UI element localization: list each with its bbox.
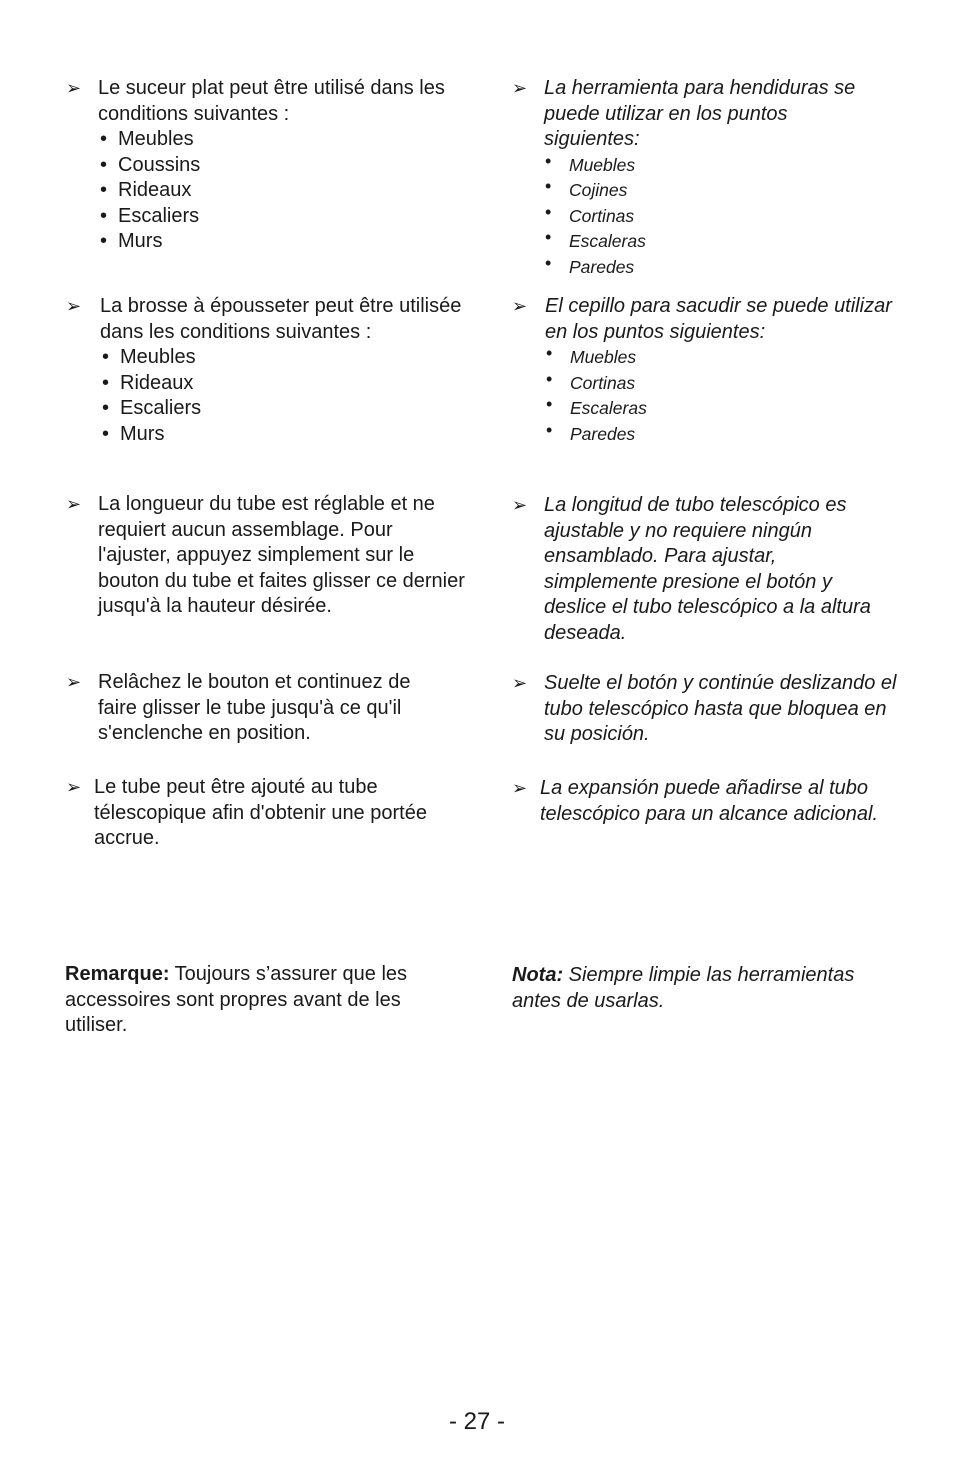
arrow-bullet-icon: ➢ <box>512 673 528 693</box>
es-extension-text: La expansión puede añadirse al tubo telescópico para un alcance adicional. <box>540 777 878 825</box>
fr-tube-length-text: La longueur du tube est réglable et ne requiert aucun assemblage. Pour l'ajuster, appuyez simplement sur le bouton du tube et faites glisser ce dernier jusqu'à la hauteur désirée. <box>98 493 465 617</box>
arrow-bullet-icon: ➢ <box>512 778 528 798</box>
fr-crevice-tool-text: Le suceur plat peut être utilisé dans les conditions suivantes : <box>98 77 445 125</box>
arrow-bullet-icon: ➢ <box>66 777 82 797</box>
es-note-label: Nota: <box>512 964 564 986</box>
list-item: • Escaliers <box>100 396 476 422</box>
list-item: • Paredes <box>544 255 879 281</box>
fr-note-text: Toujours s’assurer que les accessoires sont propres avant de les utiliser. <box>65 963 408 1036</box>
list-item: • Cojines <box>544 178 879 204</box>
fr-extension-text: Le tube peut être ajouté au tube télescopique afin d'obtenir une portée accrue. <box>94 776 427 849</box>
list-item: • Escaleras <box>544 229 879 255</box>
fr-release-button-text: Relâchez le bouton et continuez de faire glisser le tube jusqu'à ce qu'il s'enclenche en position. <box>98 671 411 744</box>
es-dusting-brush-list <box>545 345 902 447</box>
arrow-bullet-icon: ➢ <box>66 494 82 514</box>
arrow-bullet-icon: ➢ <box>512 495 528 515</box>
arrow-bullet-icon: ➢ <box>66 78 82 98</box>
list-item: • Escaliers <box>98 204 456 230</box>
es-note-text: Siempre limpie las herramientas antes de usarlas. <box>512 964 855 1012</box>
list-item: • Rideaux <box>98 178 456 204</box>
list-item: • Coussins <box>98 153 456 179</box>
es-tube-length-paragraph <box>512 493 902 646</box>
es-crevice-tool-paragraph <box>512 76 892 280</box>
page-number: - 27 - <box>448 1408 505 1435</box>
es-tube-length-text: La longitud de tubo telescópico es ajustable y no requiere ningún ensamblado. Para ajustar, simplemente presione el botón y deslice el tubo telescópico a la altura deseada. <box>544 494 871 644</box>
list-item: • Muebles <box>545 345 902 371</box>
es-dusting-brush-text: El cepillo para sacudir se puede utilizar en los puntos siguientes: <box>545 295 892 343</box>
fr-tube-length-paragraph <box>66 492 466 620</box>
es-note <box>512 963 892 1014</box>
fr-extension-paragraph <box>66 775 466 852</box>
es-release-button-text: Suelte el botón y continúe deslizando el tubo telescópico hasta que bloquea en su posición. <box>544 672 897 745</box>
fr-crevice-tool-list <box>98 127 456 255</box>
es-crevice-tool-list <box>544 153 879 281</box>
fr-note-label: Remarque: <box>65 963 170 985</box>
es-release-button-paragraph <box>512 671 912 748</box>
list-item: • Cortinas <box>544 204 879 230</box>
fr-dusting-brush-paragraph <box>66 294 476 447</box>
arrow-bullet-icon: ➢ <box>512 78 528 98</box>
list-item: • Cortinas <box>545 371 902 397</box>
list-item: • Rideaux <box>100 371 476 397</box>
arrow-bullet-icon: ➢ <box>66 296 82 316</box>
fr-release-button-paragraph <box>66 670 466 747</box>
list-item: • Murs <box>100 422 476 448</box>
fr-dusting-brush-list <box>100 345 476 447</box>
fr-crevice-tool-paragraph <box>66 76 456 255</box>
arrow-bullet-icon: ➢ <box>66 672 82 692</box>
es-dusting-brush-paragraph <box>512 294 902 447</box>
arrow-bullet-icon: ➢ <box>512 296 528 316</box>
list-item: • Meubles <box>98 127 456 153</box>
list-item: • Paredes <box>545 422 902 448</box>
fr-dusting-brush-text: La brosse à épousseter peut être utilisée dans les conditions suivantes : <box>100 295 462 343</box>
list-item: • Meubles <box>100 345 476 371</box>
list-item: • Escaleras <box>545 396 902 422</box>
fr-note <box>65 962 445 1039</box>
es-extension-paragraph <box>512 776 912 827</box>
list-item: • Murs <box>98 229 456 255</box>
es-crevice-tool-text: La herramienta para hendiduras se puede utilizar en los puntos siguientes: <box>544 77 856 150</box>
list-item: • Muebles <box>544 153 879 179</box>
